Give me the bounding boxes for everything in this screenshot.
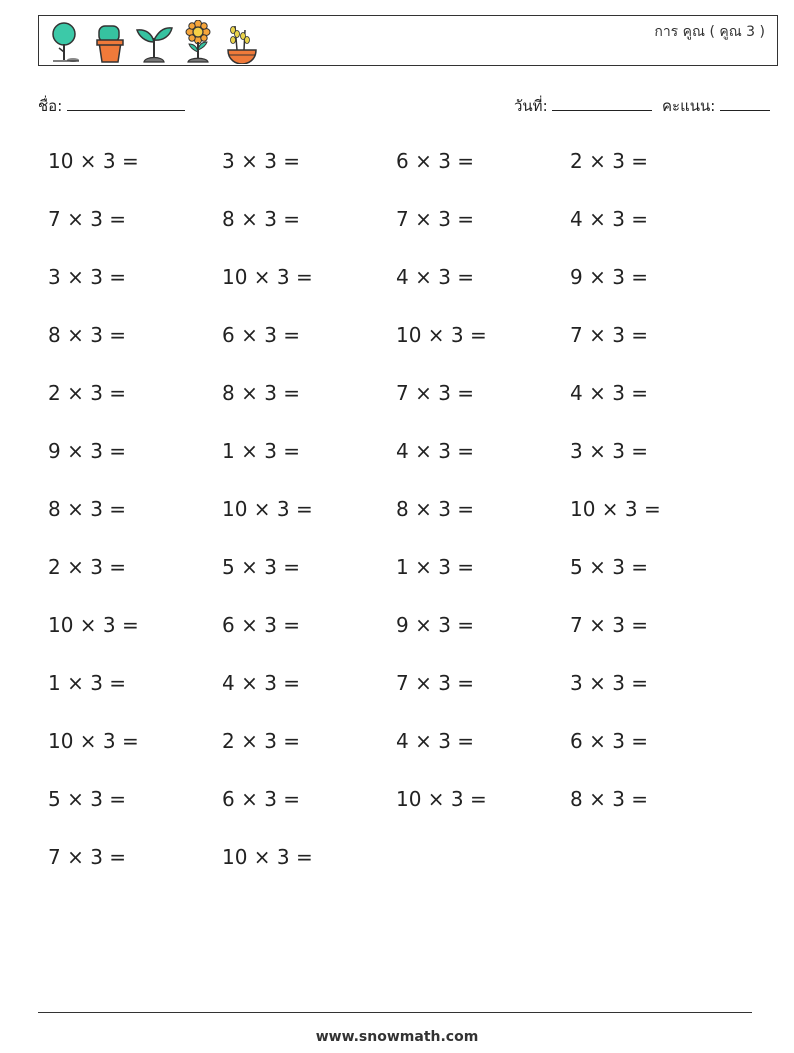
score-field xyxy=(662,94,770,118)
problem-item: 3 × 3 = xyxy=(570,439,649,463)
tree-icon xyxy=(47,20,85,64)
problem-item: 10 × 3 = xyxy=(222,497,313,521)
problem-item: 10 × 3 = xyxy=(396,787,487,811)
problem-row xyxy=(48,256,748,314)
problem-item: 6 × 3 = xyxy=(222,323,301,347)
sprout-icon xyxy=(135,20,173,64)
plant-icons xyxy=(47,20,261,64)
problem-item: 8 × 3 = xyxy=(222,381,301,405)
problem-row xyxy=(48,372,748,430)
problem-item: 9 × 3 = xyxy=(48,439,127,463)
problem-item: 2 × 3 = xyxy=(222,729,301,753)
problem-row xyxy=(48,488,748,546)
problem-item: 3 × 3 = xyxy=(222,149,301,173)
problem-row xyxy=(48,662,748,720)
problem-item: 10 × 3 = xyxy=(222,265,313,289)
problem-row xyxy=(48,720,748,778)
problem-row xyxy=(48,604,748,662)
problem-item: 4 × 3 = xyxy=(396,439,475,463)
problem-row xyxy=(48,836,748,894)
problem-grid xyxy=(48,140,748,894)
problem-item: 10 × 3 = xyxy=(48,149,139,173)
problem-item: 7 × 3 = xyxy=(570,323,649,347)
problem-item: 10 × 3 = xyxy=(222,845,313,869)
worksheet-title: การ คูณ ( คูณ 3 ) xyxy=(654,24,765,40)
problem-item: 5 × 3 = xyxy=(48,787,127,811)
score-label: คะแนน: xyxy=(662,97,716,115)
problem-item: 8 × 3 = xyxy=(48,323,127,347)
name-field xyxy=(38,94,185,118)
problem-item: 10 × 3 = xyxy=(48,729,139,753)
problem-item: 4 × 3 = xyxy=(396,265,475,289)
problem-item: 7 × 3 = xyxy=(396,207,475,231)
problem-item: 6 × 3 = xyxy=(570,729,649,753)
name-label: ชื่อ: xyxy=(38,97,63,115)
problem-item: 1 × 3 = xyxy=(48,671,127,695)
footer-site: www.snowmath.com xyxy=(315,1029,479,1045)
problem-item: 3 × 3 = xyxy=(570,671,649,695)
problem-item: 3 × 3 = xyxy=(48,265,127,289)
problem-item: 7 × 3 = xyxy=(396,381,475,405)
problem-item: 8 × 3 = xyxy=(48,497,127,521)
problem-item: 5 × 3 = xyxy=(222,555,301,579)
problem-item: 9 × 3 = xyxy=(570,265,649,289)
problem-item: 6 × 3 = xyxy=(222,613,301,637)
date-blank-line[interactable] xyxy=(552,96,652,111)
problem-row xyxy=(48,140,748,198)
problem-item: 10 × 3 = xyxy=(396,323,487,347)
problem-item: 4 × 3 = xyxy=(396,729,475,753)
problem-item: 7 × 3 = xyxy=(48,845,127,869)
problem-item: 5 × 3 = xyxy=(570,555,649,579)
problem-item: 2 × 3 = xyxy=(48,555,127,579)
problem-item: 8 × 3 = xyxy=(396,497,475,521)
problem-row xyxy=(48,778,748,836)
problem-item: 10 × 3 = xyxy=(570,497,661,521)
sunflower-icon xyxy=(179,20,217,64)
cactus-pot-icon xyxy=(91,20,129,64)
problem-row xyxy=(48,198,748,256)
problem-row xyxy=(48,430,748,488)
date-field xyxy=(514,94,652,118)
problem-item: 8 × 3 = xyxy=(222,207,301,231)
problem-item: 1 × 3 = xyxy=(222,439,301,463)
worksheet-header xyxy=(38,15,778,66)
footer-divider xyxy=(38,1012,752,1013)
score-blank-line[interactable] xyxy=(720,96,770,111)
problem-item: 9 × 3 = xyxy=(396,613,475,637)
problem-item: 4 × 3 = xyxy=(570,381,649,405)
problem-item: 4 × 3 = xyxy=(222,671,301,695)
potted-plant-icon xyxy=(223,20,261,64)
problem-item: 7 × 3 = xyxy=(570,613,649,637)
name-blank-line[interactable] xyxy=(67,96,185,111)
problem-item: 6 × 3 = xyxy=(396,149,475,173)
problem-item: 7 × 3 = xyxy=(48,207,127,231)
problem-item: 1 × 3 = xyxy=(396,555,475,579)
problem-item: 2 × 3 = xyxy=(570,149,649,173)
problem-item: 4 × 3 = xyxy=(570,207,649,231)
problem-item: 6 × 3 = xyxy=(222,787,301,811)
date-label: วันที่: xyxy=(514,97,548,115)
problem-item: 2 × 3 = xyxy=(48,381,127,405)
problem-item: 8 × 3 = xyxy=(570,787,649,811)
problem-item: 10 × 3 = xyxy=(48,613,139,637)
problem-row xyxy=(48,314,748,372)
problem-item: 7 × 3 = xyxy=(396,671,475,695)
problem-row xyxy=(48,546,748,604)
